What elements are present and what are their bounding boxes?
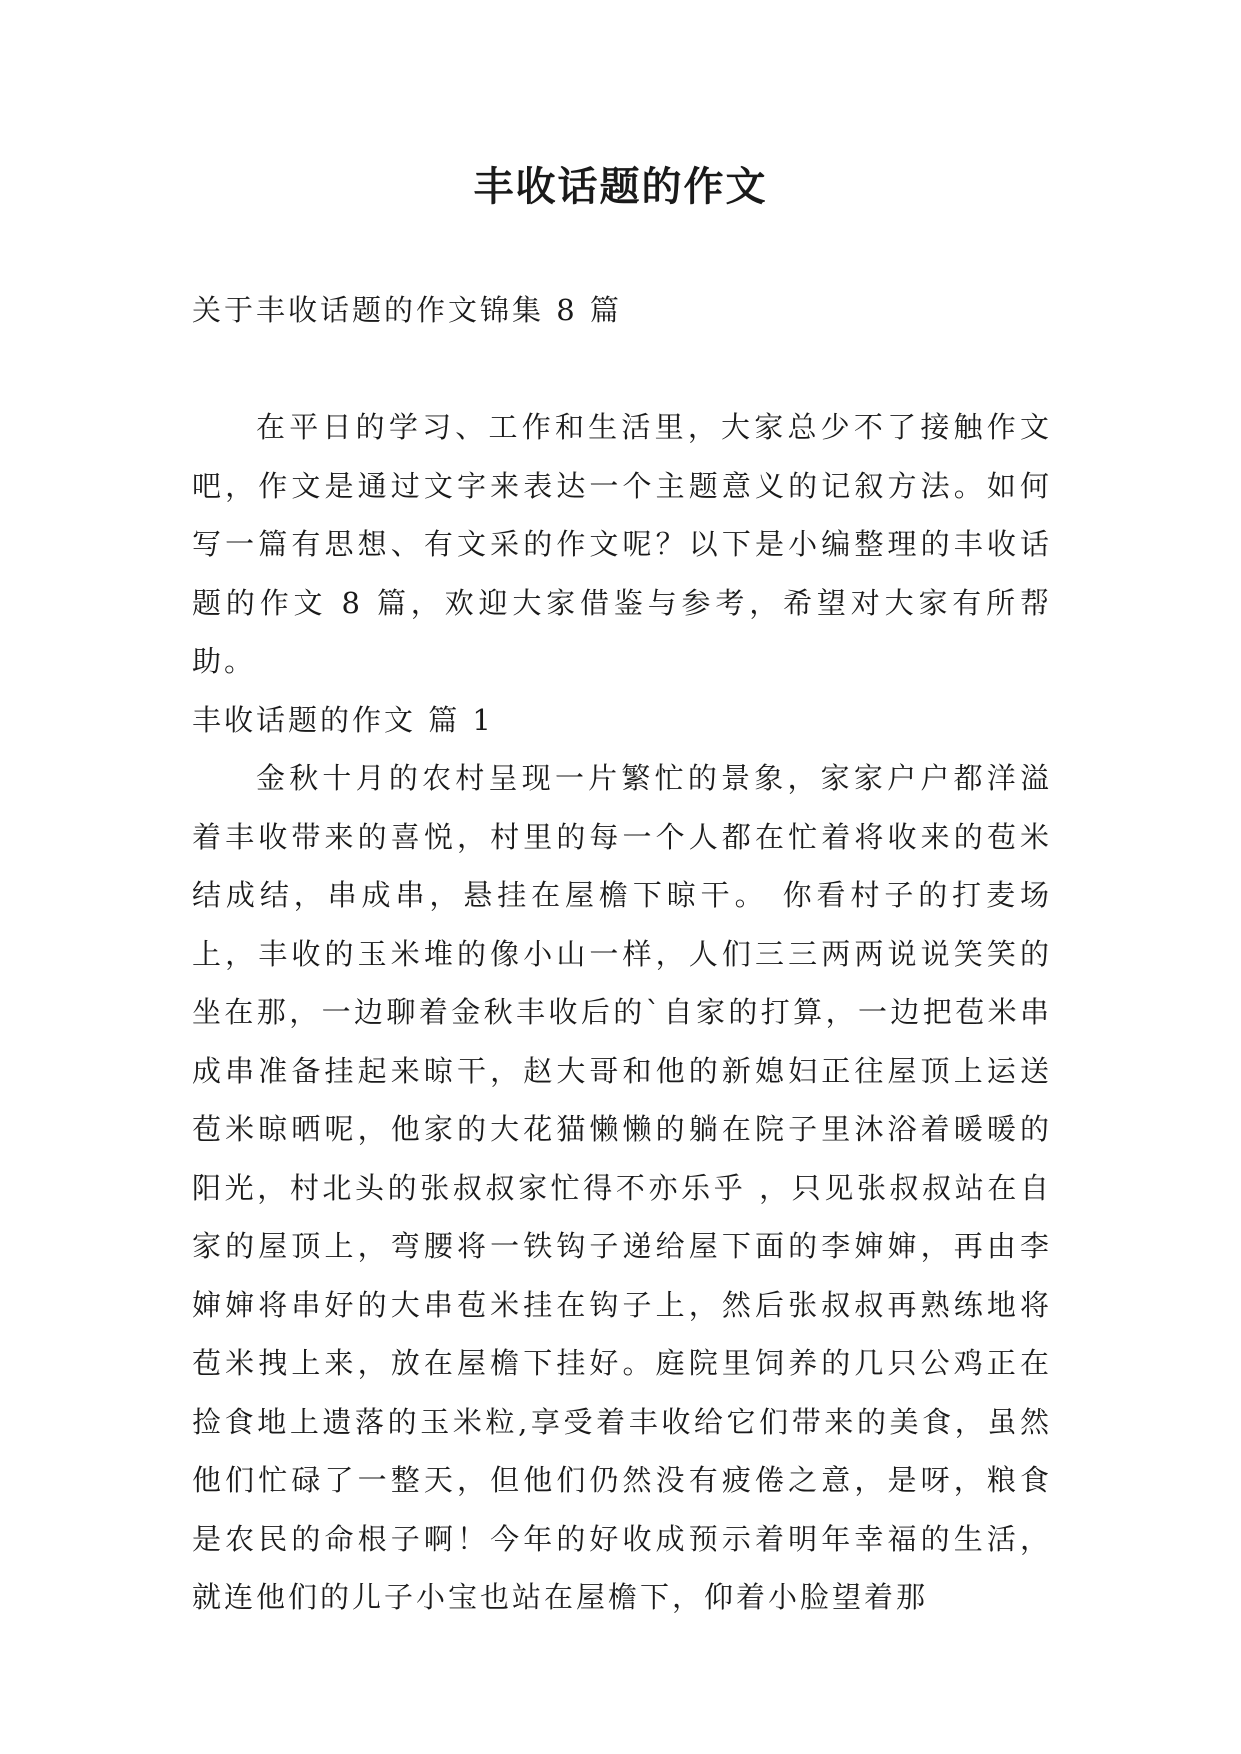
section-heading: 丰收话题的作文 篇 1 bbox=[192, 702, 494, 737]
intro-paragraph: 在平日的学习、工作和生活里，大家总少不了接触作文吧，作文是通过文字来表达一个主题意义的记叙方法。如何写一篇有思想、有文采的作文呢？以下是小编整理的丰收话题的作文 8 篇，欢迎大家借鉴与参考，希望对大家有所帮助。 bbox=[192, 410, 1052, 678]
document-body bbox=[192, 398, 1052, 1627]
document-subtitle: 关于丰收话题的作文锦集 8 篇 bbox=[192, 293, 622, 327]
body-paragraph: 金秋十月的农村呈现一片繁忙的景象，家家户户都洋溢着丰收带来的喜悦，村里的每一个人都在忙着将收来的苞米结成结，串成串，悬挂在屋檐下晾干。 你看村子的打麦场上，丰收的玉米堆的像小山一样，人们三三两两说说笑笑的坐在那，一边聊着金秋丰收后的`自家的打算，一边把苞米串成串准备挂起来晾干，赵大哥和他的新媳妇正往屋顶上运送苞米晾晒呢，他家的大花猫懒懒的躺在院子里沐浴着暖暖的阳光，村北头的张叔叔家忙得不亦乐乎 ，只见张叔叔站在自家的屋顶上，弯腰将一铁钩子递给屋下面的李婶婶，再由李婶婶将串好的大串苞米挂在钩子上，然后张叔叔再熟练地将苞米拽上来，放在屋檐下挂好。庭院里饲养的几只公鸡正在捡食地上遗落的玉米粒,享受着丰收给它们带来的美食，虽然他们忙碌了一整天，但他们仍然没有疲倦之意，是呀，粮食是农民的命根子啊！今年的好收成预示着明年幸福的生活，就连他们的儿子小宝也站在屋檐下，仰着小脸望着那 bbox=[192, 761, 1052, 1614]
document-title: 丰收话题的作文 bbox=[473, 163, 768, 210]
